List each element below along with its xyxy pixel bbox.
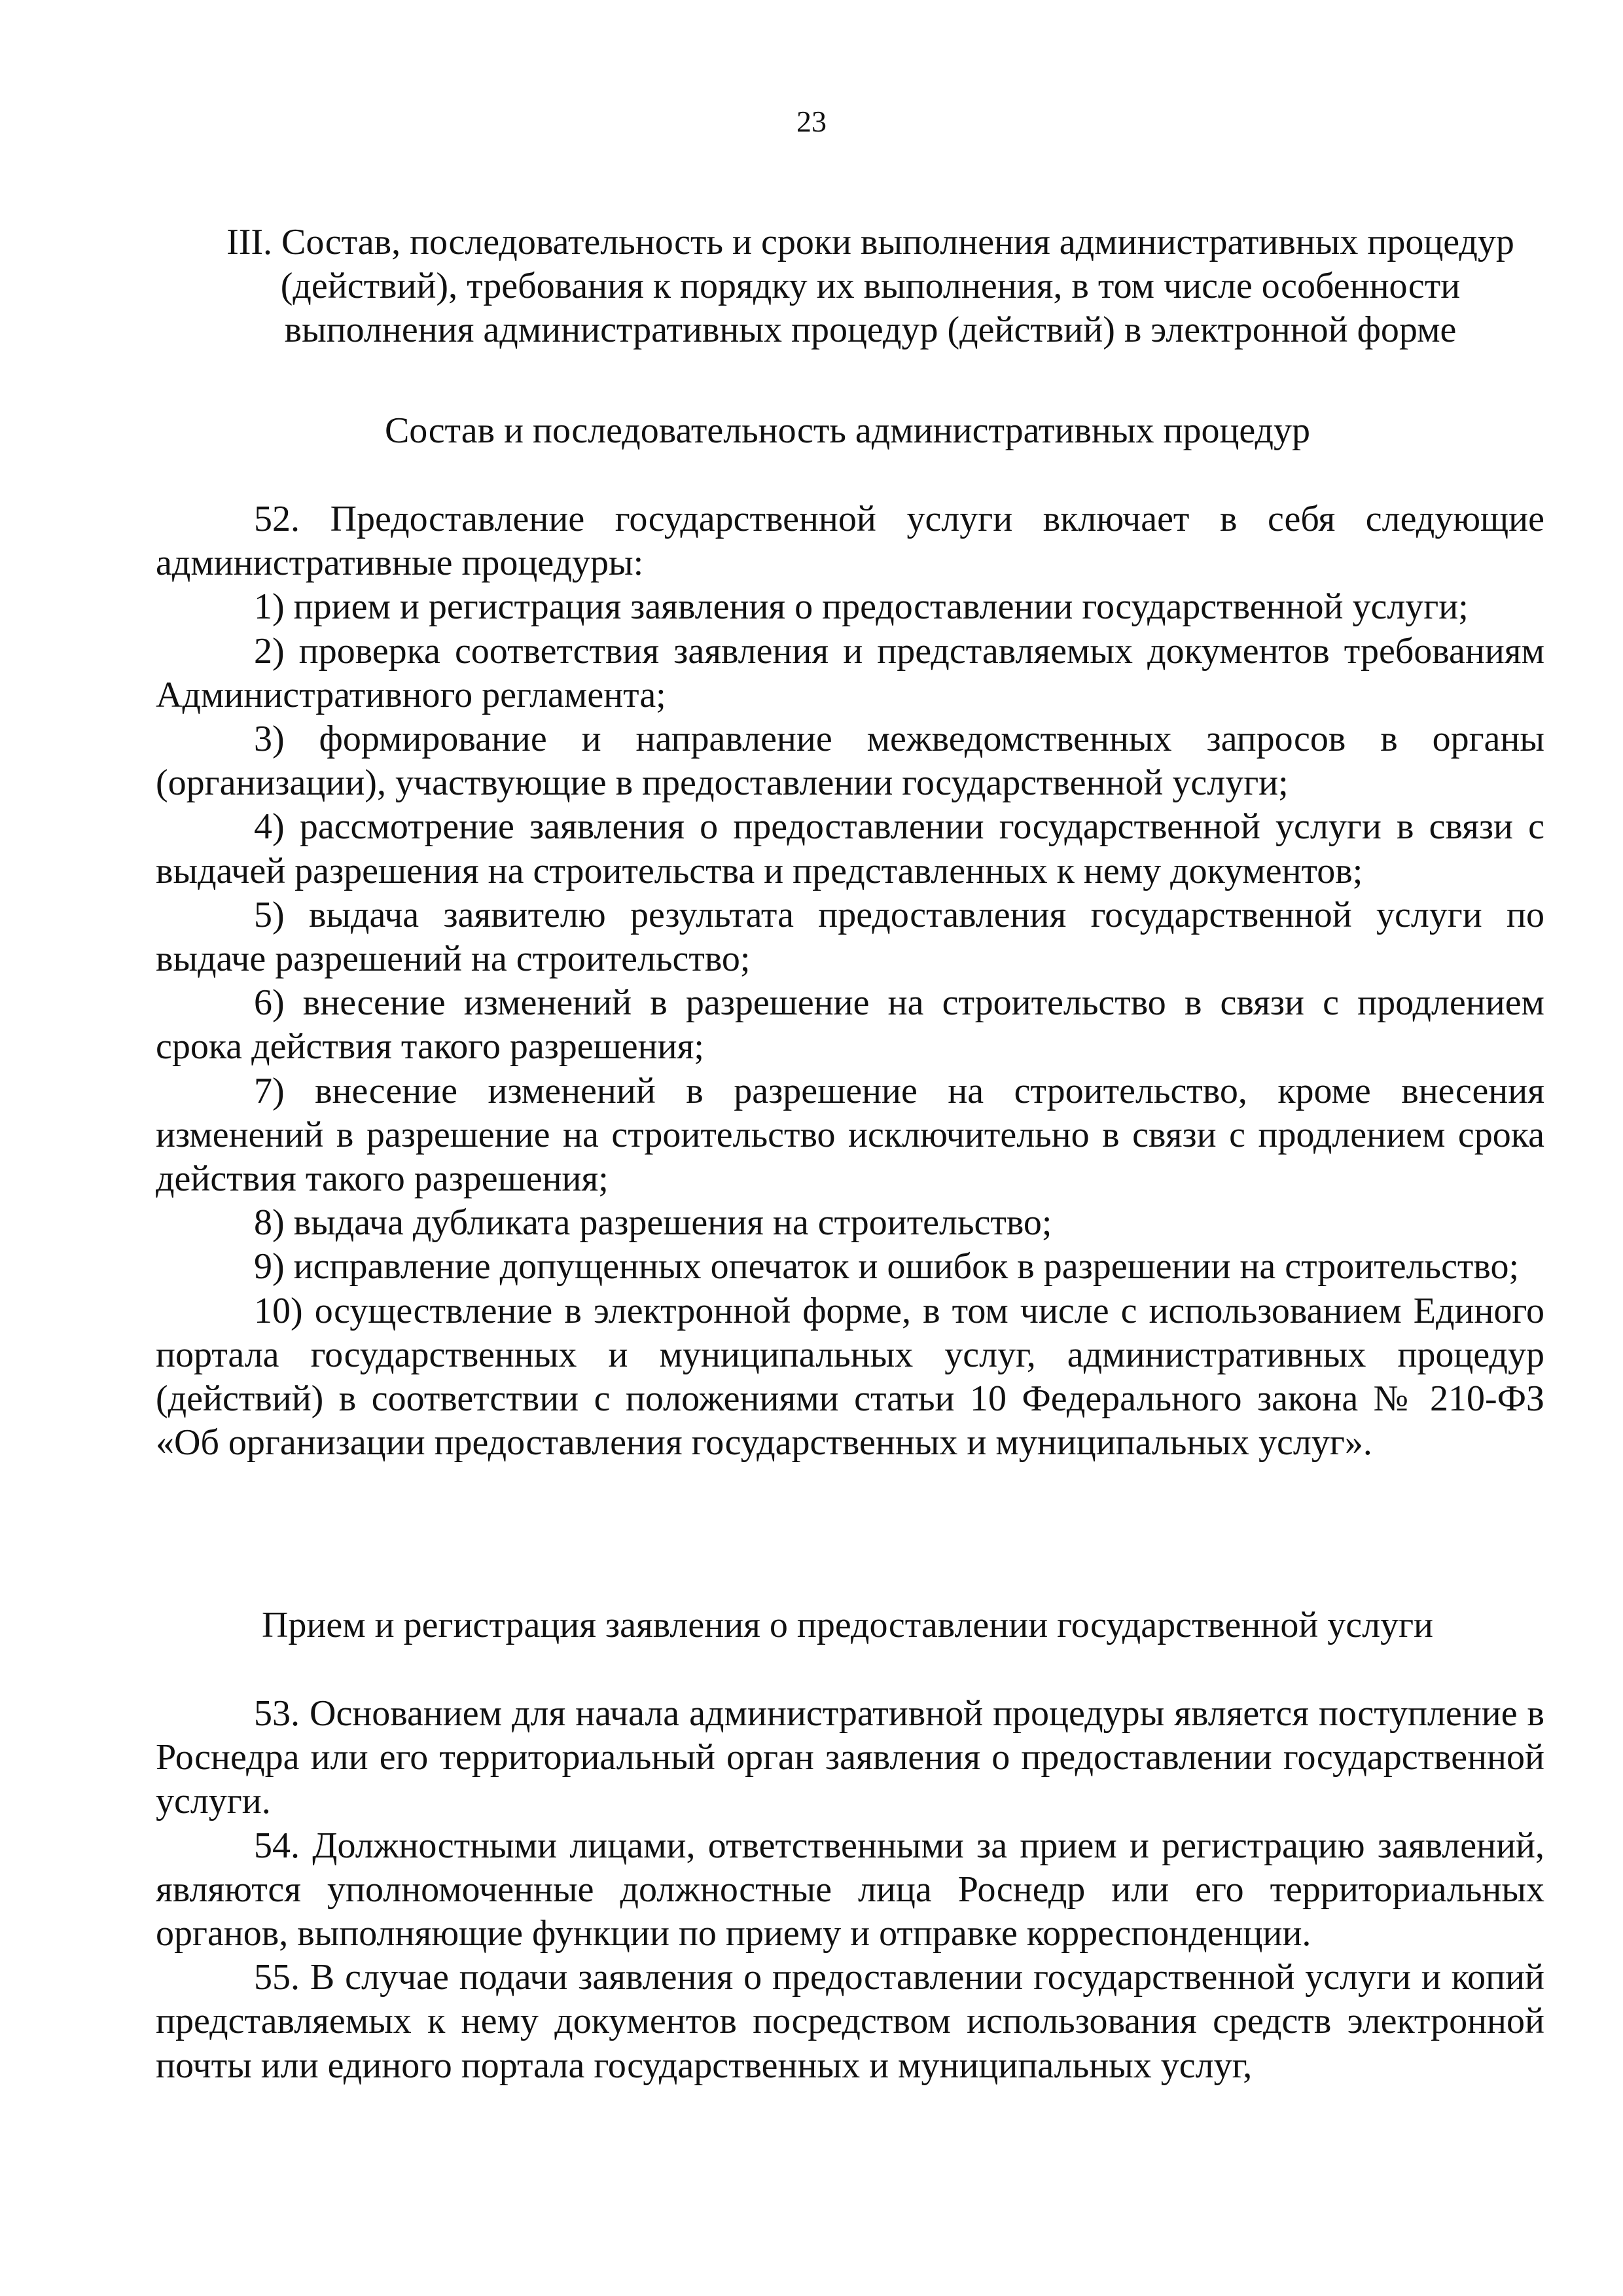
list-item: 2) проверка соответствия заявления и представляемых документов требованиям Административного регламента; xyxy=(156,630,1544,715)
subsection-title-reception: Прием и регистрация заявления о предоставлении государственной услуги xyxy=(261,1605,1434,1645)
page-number: 23 xyxy=(796,105,827,138)
list-item: 5) выдача заявителю результата предоставления государственной услуги по выдаче разрешений на строительство; xyxy=(156,894,1544,980)
paragraph-52: 52. Предоставление государственной услуги включает в себя следующие административные процедуры: xyxy=(156,499,1544,584)
list-item: 6) внесение изменений в разрешение на строительство в связи с продлением срока действия такого разрешения; xyxy=(156,982,1544,1067)
subsection-title-composition: Состав и последовательность административных процедур xyxy=(384,410,1311,451)
paragraph-54: 54. Должностными лицами, ответственными за прием и регистрацию заявлений, являются уполномоченные должностные лица Роснедр или его территориальных органов, выполняющие функции по приему и отправке корреспонденции. xyxy=(156,1825,1544,1954)
list-item: 8) выдача дубликата разрешения на строительство; xyxy=(254,1202,1052,1244)
list-item: 1) прием и регистрация заявления о предоставлении государственной услуги; xyxy=(254,586,1469,628)
paragraph-53: 53. Основанием для начала административной процедуры является поступление в Роснедра или его территориальный орган заявления о предоставлении государственной услуги. xyxy=(156,1693,1544,1822)
paragraph-55: 55. В случае подачи заявления о предоставлении государственной услуги и копий представляемых к нему документов посредством использования средств электронной почты или единого портала государственных и муниципальных услуг, xyxy=(156,1957,1544,2086)
procedures-list xyxy=(156,497,1544,1465)
reception-paragraphs xyxy=(156,1692,1544,2088)
list-item: 4) рассмотрение заявления о предоставлении государственной услуги в связи с выдачей разрешения на строительства и представленных к нему документов; xyxy=(156,806,1544,891)
list-item: 9) исправление допущенных опечаток и ошибок в разрешении на строительство; xyxy=(254,1246,1520,1287)
list-item: 10) осуществление в электронной форме, в том числе с использованием Единого портала государственных и муниципальных услуг, административных процедур (действий) в соответствии с положениями статьи 10 Федерального закона № 210-ФЗ «Об организации предоставления государственных и муниципальных услуг». xyxy=(156,1290,1544,1463)
list-item: 3) формирование и направление межведомственных запросов в органы (организации), участвующие в предоставлении государственной услуги; xyxy=(156,719,1544,804)
section-title: III. Состав, последовательность и сроки выполнения административных процедур (действий), требования к порядку их выполнения, в том числе особенности выполнения административных процедур (действий) в электронной форме xyxy=(226,222,1514,350)
list-item: 7) внесение изменений в разрешение на строительство, кроме внесения изменений в разрешение на строительство исключительно в связи с продлением срока действия такого разрешения; xyxy=(156,1070,1544,1200)
